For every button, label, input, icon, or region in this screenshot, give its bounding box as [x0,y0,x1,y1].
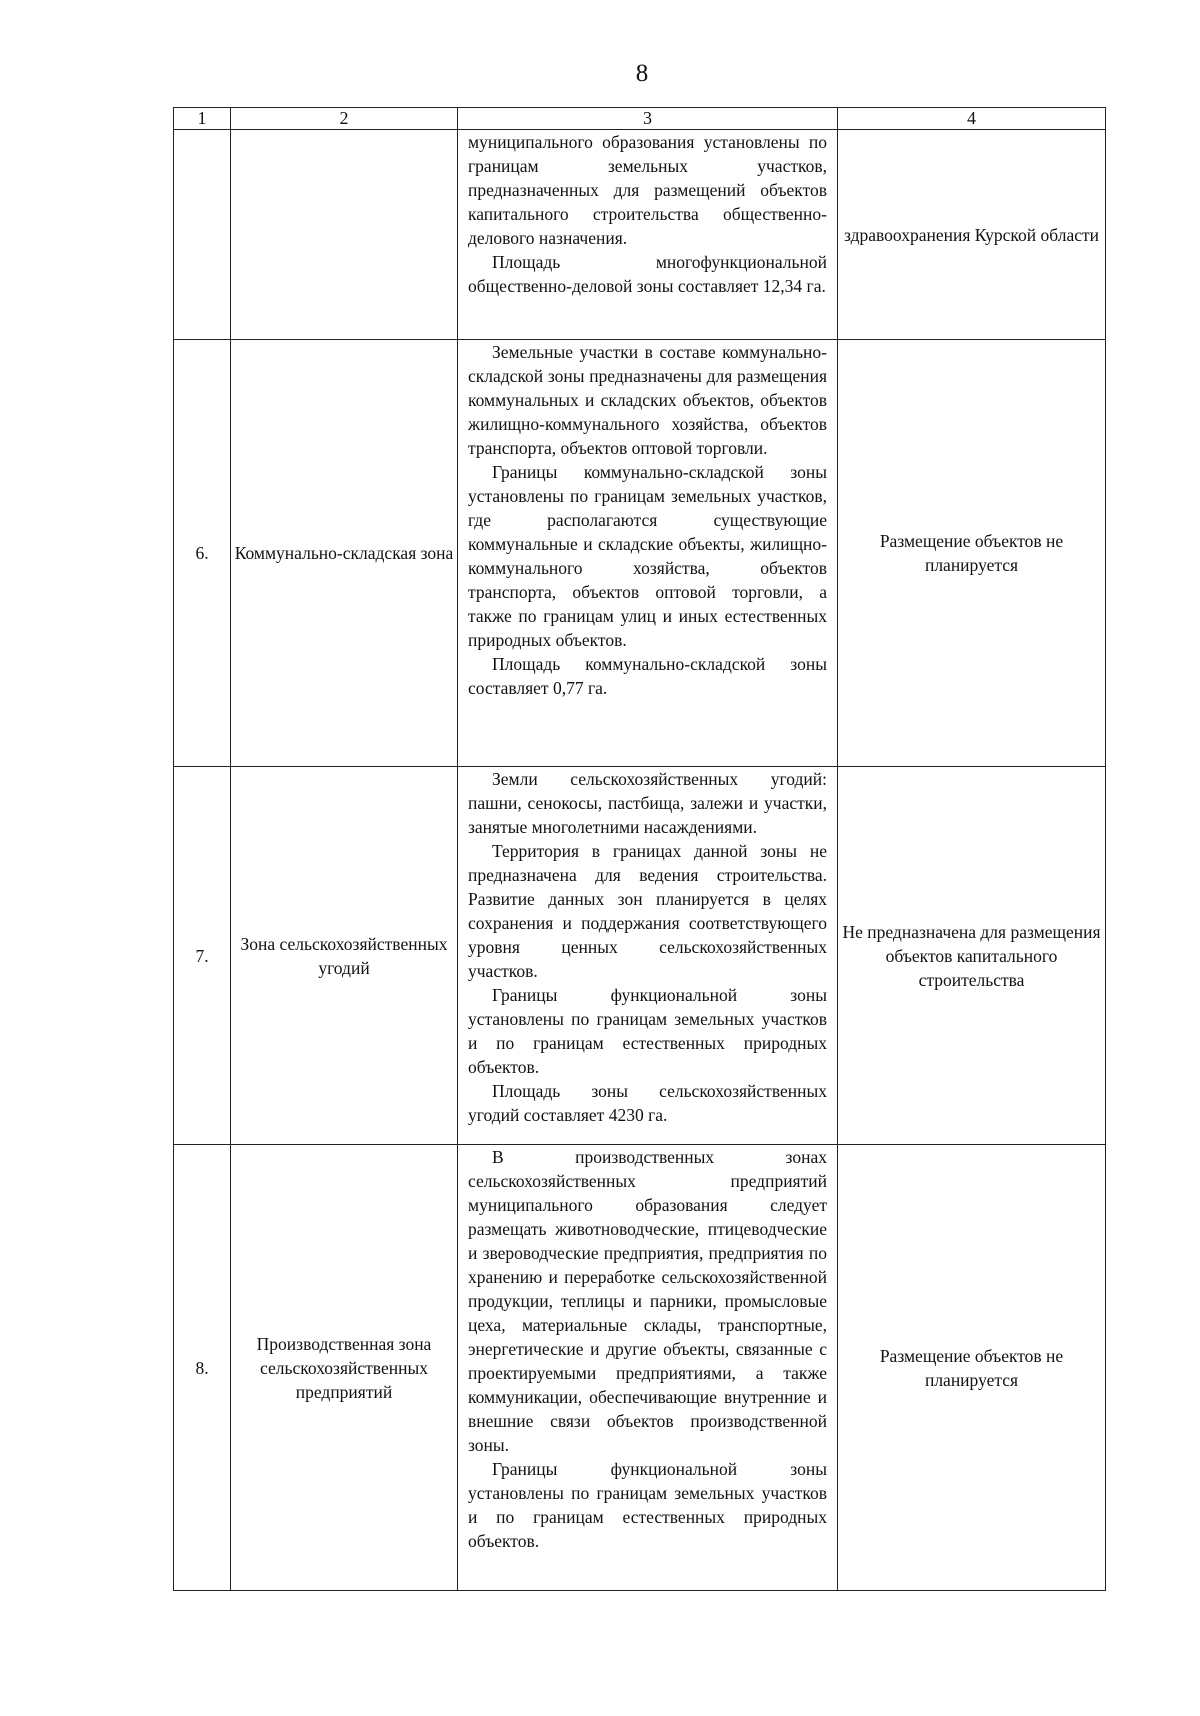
row-number [174,130,231,340]
zone-description [458,340,838,767]
row-number: 6. [174,340,231,767]
header-cell-1: 1 [174,108,231,130]
table-row [174,340,1106,767]
description-paragraph: Земельные участки в составе коммунально-складской зоны предназначены для размещения коммунальных и складских объектов, объектов жилищно-коммунального хозяйства, объектов транспорта, объектов оптовой торговли. [468,342,827,458]
description-paragraph: Границы функциональной зоны установлены по границам земельных участков и по границам естественных природных объектов. [468,1459,827,1551]
header-cell-2: 2 [231,108,458,130]
description-paragraph: Площадь зоны сельскохозяйственных угодий составляет 4230 га. [468,1081,827,1125]
description-paragraph: Границы функциональной зоны установлены по границам земельных участков и по границам естественных природных объектов. [468,985,827,1077]
header-cell-3: 3 [458,108,838,130]
table-row [174,767,1106,1145]
description-paragraph: Границы коммунально-складской зоны установлены по границам земельных участков, где располагаются существующие коммунальные и складские объекты, жилищно-коммунального хозяйства, объектов транспорта, объектов оптовой торговли, а также по границам улиц и иных естественных природных объектов. [468,462,827,650]
header-cell-4: 4 [838,108,1106,130]
description-paragraph: Территория в границах данной зоны не предназначена для ведения строительства. Развитие данных зон планируется в целях сохранения и поддержания соответствующего уровня ценных сельскохозяйственных участков. [468,841,827,981]
zone-name: Коммунально-складская зона [231,340,458,767]
zones-table [173,107,1106,1591]
zone-name [231,130,458,340]
description-paragraph: Площадь коммунально-складской зоны составляет 0,77 га. [468,654,827,698]
table-row [174,130,1106,340]
planned-objects: Не предназначена для размещения объектов капитального строительства [838,767,1106,1145]
zone-name: Производственная зона сельскохозяйственных предприятий [231,1145,458,1591]
description-paragraph: Земли сельскохозяйственных угодий: пашни, сенокосы, пастбища, залежи и участки, занятые многолетними насаждениями. [468,769,827,837]
zone-description [458,1145,838,1591]
table-header-row [174,108,1106,130]
zone-description [458,767,838,1145]
planned-objects: Размещение объектов не планируется [838,340,1106,767]
description-paragraph: Площадь многофункциональной общественно-деловой зоны составляет 12,34 га. [468,252,827,296]
planned-objects: здравоохранения Курской области [838,130,1106,340]
row-number: 8. [174,1145,231,1591]
page-number: 8 [635,60,649,87]
description-paragraph: муниципального образования установлены по границам земельных участков, предназначенных для размещений объектов капитального строительства общественно-делового назначения. [468,132,827,248]
table-row [174,1145,1106,1591]
row-number: 7. [174,767,231,1145]
zone-description [458,130,838,340]
zone-name: Зона сельскохозяйственных угодий [231,767,458,1145]
planned-objects: Размещение объектов не планируется [838,1145,1106,1591]
description-paragraph: В производственных зонах сельскохозяйственных предприятий муниципального образования следует размещать животноводческие, птицеводческие и звероводческие предприятия, предприятия по хранению и переработке сельскохозяйственной продукции, теплицы и парники, промысловые цеха, материальные склады, транспортные, энергетические и другие объекты, связанные с проектируемыми предприятиями, а также коммуникации, обеспечивающие внутренние и внешние связи объектов производственной зоны. [468,1147,827,1455]
